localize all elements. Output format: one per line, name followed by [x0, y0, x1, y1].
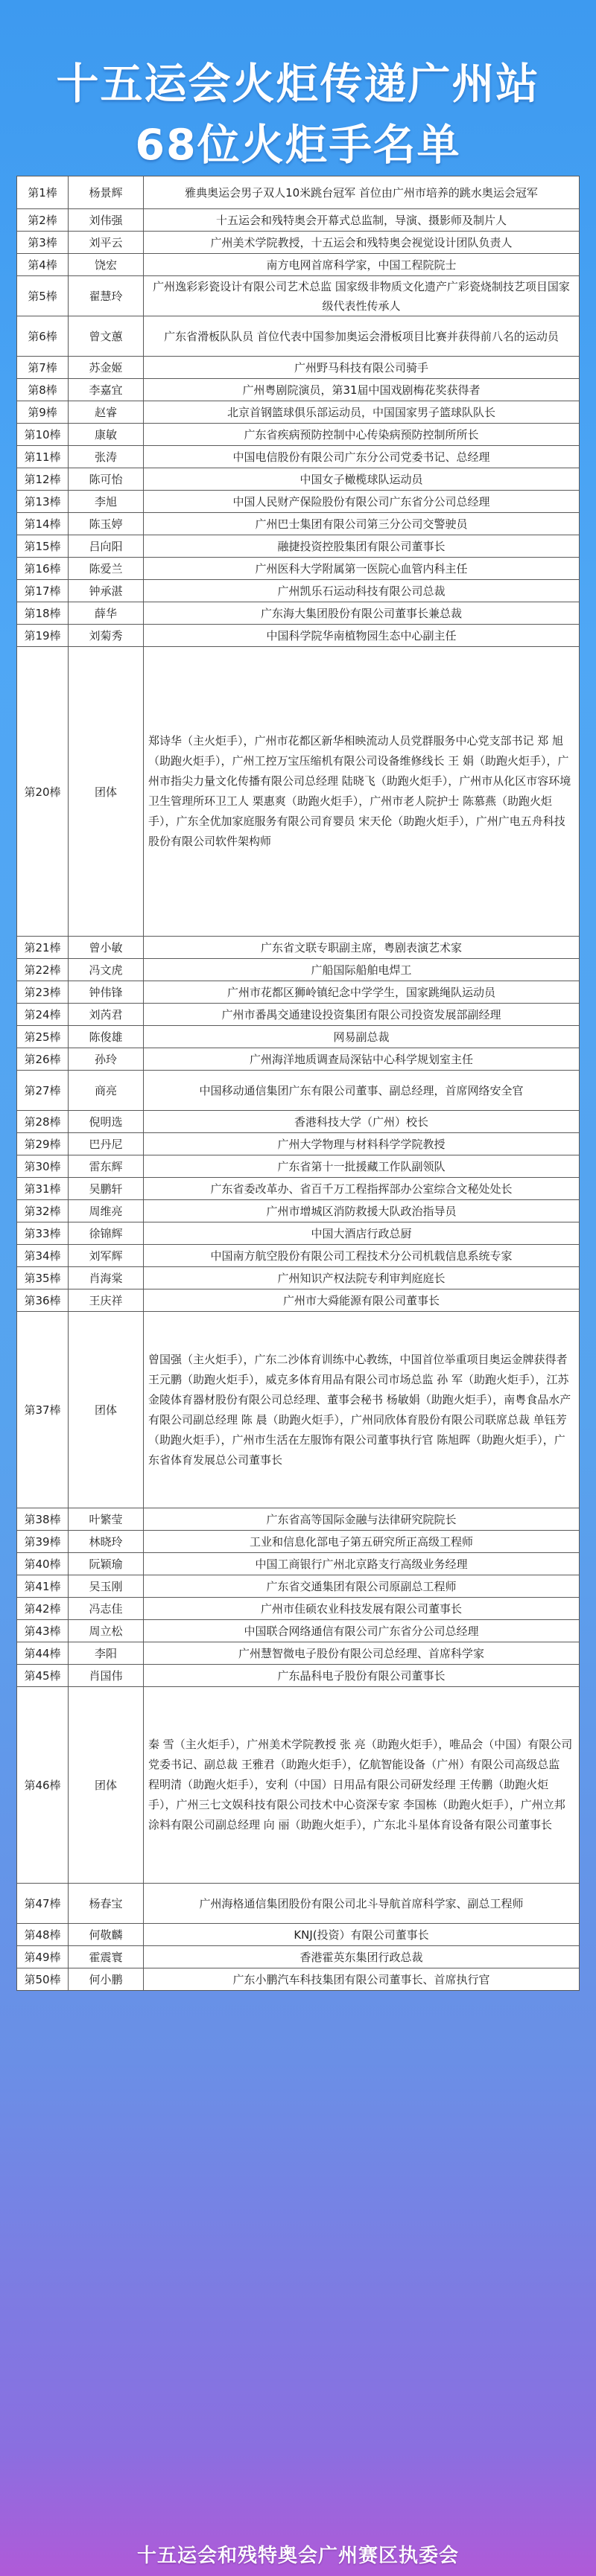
torchbearer-name-cell: 康敏 [69, 424, 144, 446]
torchbearer-description-cell: 广州海洋地质调查局深钻中心科学规划室主任 [144, 1048, 580, 1071]
torchbearer-description-cell: 十五运会和残特奥会开幕式总监制，导演、摄影师及制片人 [144, 209, 580, 232]
torchbearer-description-cell: 中国人民财产保险股份有限公司广东省分公司总经理 [144, 491, 580, 513]
torchbearer-description-cell: 广州美术学院教授，十五运会和残特奥会视觉设计团队负责人 [144, 232, 580, 254]
leg-number-cell: 第46棒 [17, 1687, 69, 1884]
torchbearer-name-cell: 商亮 [69, 1071, 144, 1111]
table-row [17, 1111, 580, 1133]
torchbearer-name-cell: 周立松 [69, 1620, 144, 1642]
torchbearer-name-cell: 赵睿 [69, 401, 144, 424]
torchbearer-description-cell: 南方电网首席科学家，中国工程院院士 [144, 254, 580, 276]
table-row [17, 1155, 580, 1178]
torchbearer-description-cell: 北京首钢篮球俱乐部运动员，中国国家男子篮球队队长 [144, 401, 580, 424]
leg-number-cell: 第8棒 [17, 379, 69, 401]
leg-number-cell: 第22棒 [17, 959, 69, 981]
torchbearer-name-cell: 李嘉宜 [69, 379, 144, 401]
torchbearer-name-cell: 陈可怡 [69, 468, 144, 491]
table-row [17, 401, 580, 424]
torchbearer-name-cell: 何小鹏 [69, 1968, 144, 1991]
leg-number-cell: 第9棒 [17, 401, 69, 424]
table-row [17, 1004, 580, 1026]
table-row [17, 1071, 580, 1111]
leg-number-cell: 第5棒 [17, 276, 69, 316]
leg-number-cell: 第14棒 [17, 513, 69, 535]
torchbearer-name-cell: 刘军辉 [69, 1245, 144, 1267]
leg-number-cell: 第25棒 [17, 1026, 69, 1048]
leg-number-cell: 第4棒 [17, 254, 69, 276]
torchbearer-name-cell: 何敬麟 [69, 1924, 144, 1946]
torchbearer-name-cell: 霍震寰 [69, 1946, 144, 1968]
torchbearer-name-cell: 肖海棠 [69, 1267, 144, 1289]
torchbearer-name-cell: 冯志佳 [69, 1598, 144, 1620]
leg-number-cell: 第17棒 [17, 580, 69, 602]
torchbearer-description-cell: 中国大酒店行政总厨 [144, 1222, 580, 1245]
torchbearer-description-cell: 广州市番禺交通建设投资集团有限公司投资发展部副经理 [144, 1004, 580, 1026]
title-line-1: 十五运会火炬传递广州站 [56, 60, 540, 109]
table-row [17, 1133, 580, 1155]
table-row [17, 602, 580, 625]
torchbearer-name-cell: 苏金姬 [69, 357, 144, 379]
table-row [17, 580, 580, 602]
torchbearer-name-cell: 孙玲 [69, 1048, 144, 1071]
table-row [17, 1620, 580, 1642]
title-line-2: 68位火炬手名单 [135, 121, 461, 170]
torchbearer-description-cell: 广东省交通集团有限公司原副总工程师 [144, 1575, 580, 1598]
torchbearer-description-cell: 工业和信息化部电子第五研究所正高级工程师 [144, 1531, 580, 1553]
torchbearer-name-cell: 倪明选 [69, 1111, 144, 1133]
leg-number-cell: 第23棒 [17, 981, 69, 1004]
torchbearer-description-cell: 中国女子橄榄球队运动员 [144, 468, 580, 491]
leg-number-cell: 第16棒 [17, 558, 69, 580]
table-row [17, 357, 580, 379]
torchbearer-description-cell: 香港霍英东集团行政总裁 [144, 1946, 580, 1968]
table-row [17, 1531, 580, 1553]
leg-number-cell: 第28棒 [17, 1111, 69, 1133]
torchbearer-description-cell: 广州医科大学附属第一医院心血管内科主任 [144, 558, 580, 580]
table-row [17, 558, 580, 580]
torchbearer-description-cell: 郑诗华（主火炬手），广州市花都区新华相映流动人员党群服务中心党支部书记 郑 旭（助跑火炬手），广州工控万宝压缩机有限公司设备维修线长 王 娟（助跑火炬手），广州市指尖力量文化传播有限公司总经理 陆晓飞（助跑火炬手），广州市从化区市容环境卫生管理所环卫工人 栗惠爽（助跑火炬手），广州市老人院护士 陈慕燕（助跑火炬手），广东全优加家庭服务有限公司育婴员 宋天伦（助跑火炬手），广州广电五舟科技股份有限公司软件架构师 [144, 647, 580, 937]
table-row [17, 276, 580, 316]
torchbearer-description-cell: 中国南方航空股份有限公司工程技术分公司机载信息系统专家 [144, 1245, 580, 1267]
torchbearer-name-cell: 徐锦辉 [69, 1222, 144, 1245]
torchbearer-description-cell: 广船国际船舶电焊工 [144, 959, 580, 981]
table-row [17, 1665, 580, 1687]
table-row [17, 1968, 580, 1991]
torchbearer-description-cell: 香港科技大学（广州）校长 [144, 1111, 580, 1133]
leg-number-cell: 第45棒 [17, 1665, 69, 1687]
leg-number-cell: 第47棒 [17, 1884, 69, 1924]
torchbearer-name-cell: 王庆祥 [69, 1289, 144, 1312]
leg-number-cell: 第48棒 [17, 1924, 69, 1946]
leg-number-cell: 第20棒 [17, 647, 69, 937]
leg-number-cell: 第6棒 [17, 316, 69, 357]
table-row [17, 981, 580, 1004]
torchbearer-name-cell: 刘平云 [69, 232, 144, 254]
torchbearer-description-cell: 中国工商银行广州北京路支行高级业务经理 [144, 1553, 580, 1575]
table-row [17, 468, 580, 491]
leg-number-cell: 第11棒 [17, 446, 69, 468]
leg-number-cell: 第27棒 [17, 1071, 69, 1111]
table-row [17, 513, 580, 535]
torchbearer-name-cell: 团体 [69, 647, 144, 937]
torchbearer-name-cell: 薛华 [69, 602, 144, 625]
leg-number-cell: 第37棒 [17, 1312, 69, 1508]
torchbearer-description-cell: 广州野马科技有限公司骑手 [144, 357, 580, 379]
torchbearer-description-cell: 网易副总裁 [144, 1026, 580, 1048]
torchbearer-name-cell: 吕向阳 [69, 535, 144, 558]
torchbearer-name-cell: 曾文蕙 [69, 316, 144, 357]
torchbearer-description-cell: 广州粤剧院演员，第31届中国戏剧梅花奖获得者 [144, 379, 580, 401]
table-row [17, 1884, 580, 1924]
table-row [17, 625, 580, 647]
leg-number-cell: 第44棒 [17, 1642, 69, 1665]
torchbearer-name-cell: 刘伟强 [69, 209, 144, 232]
leg-number-cell: 第3棒 [17, 232, 69, 254]
leg-number-cell: 第7棒 [17, 357, 69, 379]
leg-number-cell: 第38棒 [17, 1508, 69, 1531]
torchbearer-description-cell: 中国科学院华南植物园生态中心副主任 [144, 625, 580, 647]
torchbearer-name-cell: 团体 [69, 1312, 144, 1508]
table-row [17, 209, 580, 232]
torchbearer-name-cell: 杨景辉 [69, 176, 144, 209]
leg-number-cell: 第36棒 [17, 1289, 69, 1312]
torchbearer-name-cell: 巴丹尼 [69, 1133, 144, 1155]
table-row [17, 937, 580, 959]
table-row [17, 1245, 580, 1267]
footer-organizer: 十五运会和残特奥会广州赛区执委会 [136, 2545, 459, 2567]
torchbearer-description-cell: 广州大学物理与材料科学学院教授 [144, 1133, 580, 1155]
table-row [17, 1924, 580, 1946]
torchbearer-name-cell: 钟伟锋 [69, 981, 144, 1004]
table-row [17, 1312, 580, 1508]
leg-number-cell: 第12棒 [17, 468, 69, 491]
leg-number-cell: 第31棒 [17, 1178, 69, 1200]
torchbearer-name-cell: 吴玉刚 [69, 1575, 144, 1598]
table-row [17, 1200, 580, 1222]
leg-number-cell: 第35棒 [17, 1267, 69, 1289]
torchbearer-name-cell: 饶宏 [69, 254, 144, 276]
torchbearer-description-cell: 中国联合网络通信有限公司广东省分公司总经理 [144, 1620, 580, 1642]
leg-number-cell: 第1棒 [17, 176, 69, 209]
table-row [17, 1508, 580, 1531]
table-row [17, 1598, 580, 1620]
torchbearer-description-cell: 广东省疾病预防控制中心传染病预防控制所所长 [144, 424, 580, 446]
torchbearer-name-cell: 曾小敏 [69, 937, 144, 959]
torchbearer-description-cell: 广东小鹏汽车科技集团有限公司董事长、首席执行官 [144, 1968, 580, 1991]
leg-number-cell: 第15棒 [17, 535, 69, 558]
torchbearer-name-cell: 刘芮君 [69, 1004, 144, 1026]
torchbearer-name-cell: 阮颖瑜 [69, 1553, 144, 1575]
table-row [17, 176, 580, 209]
torchbearer-name-cell: 杨春宝 [69, 1884, 144, 1924]
table-row [17, 1026, 580, 1048]
table-row [17, 316, 580, 357]
table-body [17, 176, 580, 1991]
torchbearer-description-cell: 中国移动通信集团广东有限公司董事、副总经理，首席网络安全官 [144, 1071, 580, 1111]
leg-number-cell: 第42棒 [17, 1598, 69, 1620]
leg-number-cell: 第34棒 [17, 1245, 69, 1267]
torchbearer-description-cell: 广州凯乐石运动科技有限公司总裁 [144, 580, 580, 602]
table-row [17, 1289, 580, 1312]
torchbearer-description-cell: 广东省滑板队队员 首位代表中国参加奥运会滑板项目比赛并获得前八名的运动员 [144, 316, 580, 357]
torchbearer-name-cell: 钟承湛 [69, 580, 144, 602]
torchbearer-description-cell: 曾国强（主火炬手），广东二沙体育训练中心教练，中国首位举重项目奥运金牌获得者 王元鹏（助跑火炬手），威克多体育用品有限公司市场总监 孙 军（助跑火炬手），江苏金陵体育器材股份有限公司总经理、董事会秘书 杨敏娟（助跑火炬手），南粤食品水产有限公司副总经理 陈 晨（助跑火炬手），广州同欣体育股份有限公司联席总裁 单钰芳（助跑火炬手），广州市生活在左服饰有限公司董事执行官 陈旭晖（助跑火炬手），广东省体育发展总公司董事长 [144, 1312, 580, 1508]
torchbearer-description-cell: 广州巴士集团有限公司第三分公司交警驶员 [144, 513, 580, 535]
torchbearer-description-cell: 融捷投资控股集团有限公司董事长 [144, 535, 580, 558]
leg-number-cell: 第18棒 [17, 602, 69, 625]
leg-number-cell: 第10棒 [17, 424, 69, 446]
torchbearer-description-cell: 广东省第十一批援藏工作队副领队 [144, 1155, 580, 1178]
leg-number-cell: 第50棒 [17, 1968, 69, 1991]
torchbearer-name-cell: 叶繁莹 [69, 1508, 144, 1531]
leg-number-cell: 第2棒 [17, 209, 69, 232]
torchbearer-name-cell: 雷东辉 [69, 1155, 144, 1178]
table-row [17, 254, 580, 276]
torchbearer-name-cell: 团体 [69, 1687, 144, 1884]
table-row [17, 424, 580, 446]
torchbearer-name-cell: 周维亮 [69, 1200, 144, 1222]
table-row [17, 1178, 580, 1200]
torchbearer-name-cell: 刘菊秀 [69, 625, 144, 647]
leg-number-cell: 第43棒 [17, 1620, 69, 1642]
torchbearer-name-cell: 冯文虎 [69, 959, 144, 981]
torchbearer-description-cell: 广东晶科电子股份有限公司董事长 [144, 1665, 580, 1687]
table-row [17, 1946, 580, 1968]
torchbearer-name-cell: 陈爱兰 [69, 558, 144, 580]
table-row [17, 535, 580, 558]
leg-number-cell: 第30棒 [17, 1155, 69, 1178]
leg-number-cell: 第13棒 [17, 491, 69, 513]
torchbearer-description-cell: 广州市花都区狮岭镇纪念中学学生，国家跳绳队运动员 [144, 981, 580, 1004]
torchbearer-name-cell: 林晓玲 [69, 1531, 144, 1553]
torchbearer-name-cell: 吴鹏轩 [69, 1178, 144, 1200]
torchbearer-description-cell: 广州市大舜能源有限公司董事长 [144, 1289, 580, 1312]
page-title [0, 54, 596, 176]
table-row [17, 1267, 580, 1289]
leg-number-cell: 第19棒 [17, 625, 69, 647]
torchbearer-name-cell: 肖国伟 [69, 1665, 144, 1687]
table-row [17, 446, 580, 468]
torchbearer-description-cell: 广州慧智微电子股份有限公司总经理、首席科学家 [144, 1642, 580, 1665]
table-row [17, 1687, 580, 1884]
leg-number-cell: 第41棒 [17, 1575, 69, 1598]
table-row [17, 232, 580, 254]
torchbearer-name-cell: 张涛 [69, 446, 144, 468]
torchbearer-description-cell: 广东省高等国际金融与法律研究院院长 [144, 1508, 580, 1531]
leg-number-cell: 第49棒 [17, 1946, 69, 1968]
leg-number-cell: 第21棒 [17, 937, 69, 959]
torchbearer-name-cell: 陈俊雄 [69, 1026, 144, 1048]
torchbearer-description-cell: 广州知识产权法院专利审判庭庭长 [144, 1267, 580, 1289]
torchbearer-description-cell: 广东省委改革办、省百千万工程指挥部办公室综合文秘处处长 [144, 1178, 580, 1200]
table-row [17, 491, 580, 513]
torchbearer-description-cell: 广州市增城区消防救援大队政治指导员 [144, 1200, 580, 1222]
torchbearer-description-cell: 中国电信股份有限公司广东分公司党委书记、总经理 [144, 446, 580, 468]
table-row [17, 1222, 580, 1245]
torchbearer-description-cell: 广东省文联专职副主席，粤剧表演艺术家 [144, 937, 580, 959]
torchbearer-name-cell: 李阳 [69, 1642, 144, 1665]
torchbearer-description-cell: 雅典奥运会男子双人10米跳台冠军 首位由广州市培养的跳水奥运会冠军 [144, 176, 580, 209]
leg-number-cell: 第40棒 [17, 1553, 69, 1575]
torchbearer-description-cell: 广州海格通信集团股份有限公司北斗导航首席科学家、副总工程师 [144, 1884, 580, 1924]
torchbearer-description-cell: 广州逸彩彩瓷设计有限公司艺术总监 国家级非物质文化遗产广彩瓷烧制技艺项目国家级代表性传承人 [144, 276, 580, 316]
leg-number-cell: 第29棒 [17, 1133, 69, 1155]
table-row [17, 959, 580, 981]
torchbearer-description-cell: 广东海大集团股份有限公司董事长兼总裁 [144, 602, 580, 625]
table-row [17, 1642, 580, 1665]
torchbearer-description-cell: KNJ(投资）有限公司董事长 [144, 1924, 580, 1946]
leg-number-cell: 第24棒 [17, 1004, 69, 1026]
torchbearer-name-cell: 陈玉婷 [69, 513, 144, 535]
table-row [17, 647, 580, 937]
torchbearer-table [16, 176, 580, 1991]
leg-number-cell: 第32棒 [17, 1200, 69, 1222]
table-row [17, 1048, 580, 1071]
table-row [17, 1553, 580, 1575]
table-row [17, 379, 580, 401]
table-row [17, 1575, 580, 1598]
torchbearer-description-cell: 广州市佳硕农业科技发展有限公司董事长 [144, 1598, 580, 1620]
leg-number-cell: 第39棒 [17, 1531, 69, 1553]
torchbearer-name-cell: 李旭 [69, 491, 144, 513]
torchbearer-name-cell: 翟慧玲 [69, 276, 144, 316]
leg-number-cell: 第33棒 [17, 1222, 69, 1245]
torchbearer-description-cell: 秦 雪（主火炬手），广州美术学院教授 张 亮（助跑火炬手），唯品会（中国）有限公司党委书记、副总裁 王雅君（助跑火炬手），亿航智能设备（广州）有限公司高级总监 程明清（助跑火炬手），安利（中国）日用品有限公司研发经理 王传鹏（助跑火炬手），广州三七文娱科技有限公司技术中心资深专家 李国栋（助跑火炬手），广州立邦涂料有限公司副总经理 向 丽（助跑火炬手），广东北斗星体育设备有限公司董事长 [144, 1687, 580, 1884]
leg-number-cell: 第26棒 [17, 1048, 69, 1071]
